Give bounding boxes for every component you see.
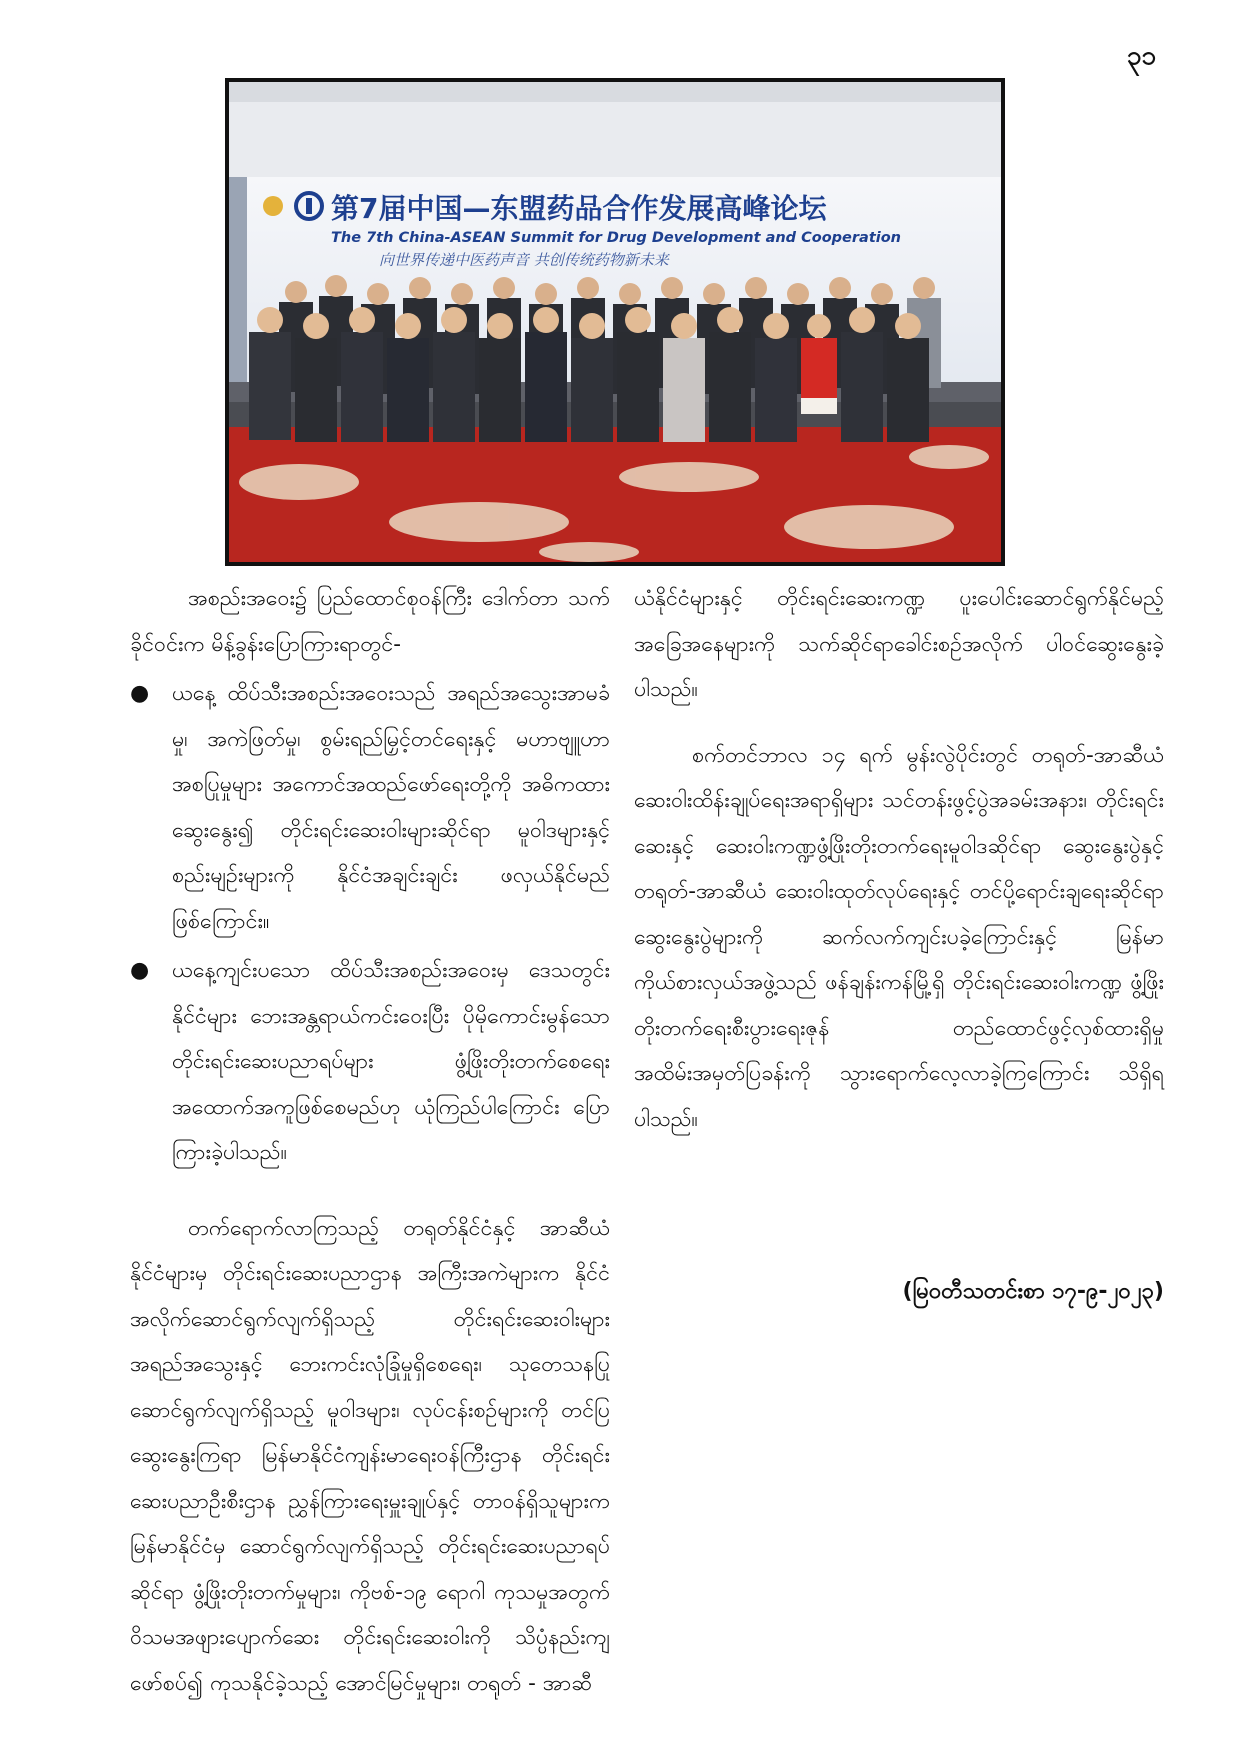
banner-chinese-title: 第7届中国—东盟药品合作发展高峰论坛 <box>331 192 827 225</box>
list-item-text: ယနေ့ကျင်းပသော ထိပ်သီးအစည်းအဝေးမှ ဒေသတွင်းနိုင်ငံများ ဘေးအန္တရာယ်ကင်းဝေးပြီး ပိုမိုကောင်းမွန်သော တိုင်းရင်းဆေးပညာရပ်များ ဖွံ့ဖြိုးတိုးတက်စေရေး အထောက်အကူဖြစ်စေမည်ဟု ယုံကြည်ပါကြောင်း ပြောကြားခဲ့ပါသည်။ <box>172 958 610 1165</box>
banner-tagline: 向世界传递中医药声音 共创传统药物新未来 <box>379 251 669 269</box>
event-photo <box>225 78 1005 566</box>
list-item-text: ယနေ့ ထိပ်သီးအစည်းအဝေးသည် အရည်အသွေးအာမခံမှု၊ အကဲဖြတ်မှု၊ စွမ်းရည်မြှင့်တင်ရေးနှင့် မဟာဗျူဟာအစပြုမှုများ အကောင်အထည်ဖော်ရေးတို့ကို အဓိကထား ဆွေးနွေး၍ တိုင်းရင်းဆေးဝါးများဆိုင်ရာ မူဝါဒများနှင့်စည်းမျဉ်းများကို နိုင်ငံအချင်းချင်း ဖလှယ်နိုင်မည်ဖြစ်ကြောင်း။ <box>172 681 610 934</box>
bullet-icon: ● <box>130 958 150 983</box>
left-column <box>130 576 610 1706</box>
speech-points-list <box>130 671 610 1176</box>
right-column <box>634 576 1164 1142</box>
page-number: ၃၁ <box>1126 41 1156 71</box>
continuation-paragraph: ယံနိုင်ငံများနှင့် တိုင်းရင်းဆေးကဏ္ဍ ပူးပေါင်းဆောင်ရွက်နိုင်မည့် အခြေအနေများကို သက်ဆိုင်ရာခေါင်းစဉ်အလိုက် ပါဝင်ဆွေးနွေးခဲ့ပါသည်။ <box>634 586 1164 702</box>
body-paragraph: စက်တင်ဘာလ ၁၄ ရက် မွန်းလွဲပိုင်းတွင် တရုတ်-အာဆီယံ ဆေးဝါးထိန်းချုပ်ရေးအရာရှိများ သင်တန်းဖွင့်ပွဲအခမ်းအနား၊ တိုင်းရင်းဆေးနှင့် ဆေးဝါးကဏ္ဍဖွံ့ဖြိုးတိုးတက်ရေးမူဝါဒဆိုင်ရာ ဆွေးနွေးပွဲနှင့် တရုတ်-အာဆီယံ ဆေးဝါးထုတ်လုပ်ရေးနှင့် တင်ပို့ရောင်းချရေးဆိုင်ရာ ဆွေးနွေးပွဲများကို ဆက်လက်ကျင်းပခဲ့ကြောင်းနှင့် မြန်မာကိုယ်စားလှယ်အဖွဲ့သည် ဖန်ချန်းကန်မြို့ရှိ တိုင်းရင်းဆေးဝါးကဏ္ဍ ဖွံ့ဖြိုးတိုးတက်ရေးစီးပွားရေးဇုန် တည်ထောင်ဖွင့်လှစ်ထားရှိမှု အထိမ်းအမှတ်ပြခန်းကို သွားရောက်လေ့လာခဲ့ကြကြောင်း သိရှိရပါသည်။ <box>634 742 1164 1132</box>
banner-english-title: The 7th China-ASEAN Summit for Drug Development and Cooperation <box>331 230 902 246</box>
body-paragraph: တက်ရောက်လာကြသည့် တရုတ်နိုင်ငံနှင့် အာဆီယံနိုင်ငံများမှ တိုင်းရင်းဆေးပညာဌာန အကြီးအကဲများက နိုင်ငံအလိုက်ဆောင်ရွက်လျက်ရှိသည့် တိုင်းရင်းဆေးဝါးများ အရည်အသွေးနှင့် ဘေးကင်းလုံခြုံမှုရှိစေရေး၊ သုတေသနပြုဆောင်ရွက်လျက်ရှိသည့် မူဝါဒများ၊ လုပ်ငန်းစဉ်များကို တင်ပြဆွေးနွေးကြရာ မြန်မာနိုင်ငံကျန်းမာရေးဝန်ကြီးဌာန တိုင်းရင်းဆေးပညာဦးစီးဌာန ညွှန်ကြားရေးမှူးချုပ်နှင့် တာဝန်ရှိသူများက မြန်မာနိုင်ငံမှ ဆောင်ရွက်လျက်ရှိသည့် တိုင်းရင်းဆေးပညာရပ်ဆိုင်ရာ ဖွံ့ဖြိုးတိုးတက်မှုများ၊ ကိုဗစ်-၁၉ ရောဂါ ကုသမှုအတွက် ဝိသမအဖျားပျောက်ဆေး တိုင်းရင်းဆေးဝါးကို သိပ္ပံနည်းကျဖော်စပ်၍ ကုသနိုင်ခဲ့သည့် အောင်မြင်မှုများ၊ တရုတ် - အာဆီ <box>130 1215 610 1696</box>
news-source: (မြဝတီသတင်းစာ ၁၇-၉-၂၀၂၃) <box>902 1279 1164 1304</box>
bullet-icon: ● <box>130 681 150 706</box>
list-item <box>130 948 610 1176</box>
intro-paragraph: အစည်းအဝေး၌ ပြည်ထောင်စုဝန်ကြီး ဒေါက်တာ သက်ခိုင်ဝင်းက မိန့်ခွန်းပြောကြားရာတွင်- <box>130 586 610 657</box>
list-item <box>130 671 610 944</box>
